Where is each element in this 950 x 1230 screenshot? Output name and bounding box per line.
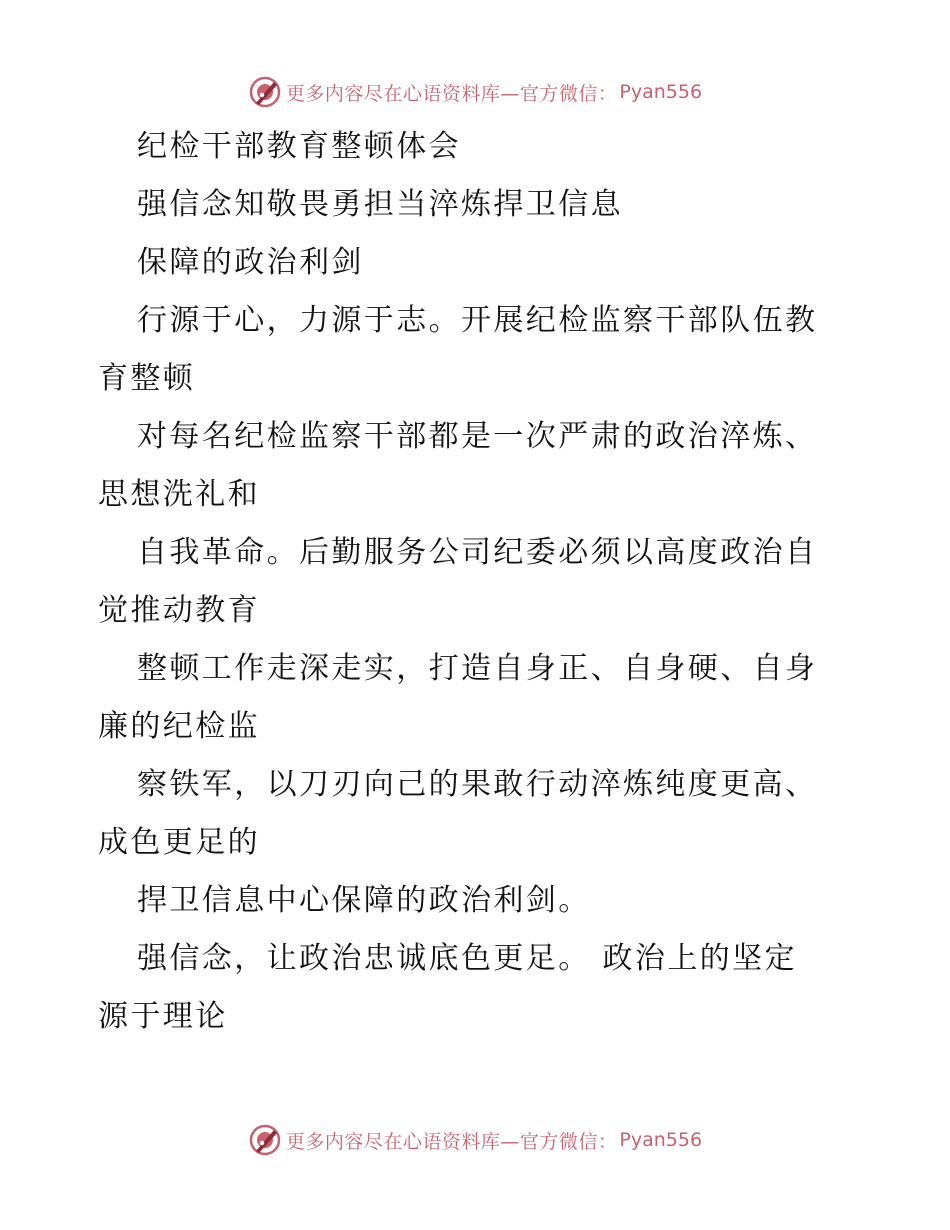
pen-logo-icon [248, 75, 282, 109]
doc-subtitle-line-1: 强信念知敬畏勇担当淬炼捍卫信息 [137, 187, 623, 222]
document-body [98, 118, 858, 1046]
paragraph-line: 源于理论 [98, 999, 228, 1034]
banner-text: 更多内容尽在心语资料库—官方微信： [285, 82, 618, 105]
banner-wechat-id: Pyan556 [619, 81, 703, 103]
paragraph-line: 对每名纪检监察干部都是一次严肃的政治淬炼、 [137, 419, 818, 454]
header-banner [0, 72, 950, 112]
paragraph-line: 觉推动教育 [98, 593, 260, 628]
paragraph-line: 育整顿 [98, 361, 196, 396]
doc-title: 纪检干部教育整顿体会 [137, 129, 461, 164]
footer-banner [0, 1120, 950, 1160]
paragraph-line: 捍卫信息中心保障的政治利剑。 [137, 883, 591, 918]
banner-wechat-id: Pyan556 [619, 1129, 703, 1151]
paragraph-line: 廉的纪检监 [98, 709, 260, 744]
doc-subtitle-line-2: 保障的政治利剑 [137, 245, 364, 280]
paragraph-line: 察铁军，以刀刃向己的果敢行动淬炼纯度更高、 [137, 767, 818, 802]
paragraph-line: 行源于心，力源于志。开展纪检监察干部队伍教 [137, 303, 818, 338]
paragraph-line: 整顿工作走深走实，打造自身正、自身硬、自身 [137, 651, 818, 686]
paragraph-line: 思想洗礼和 [98, 477, 260, 512]
pen-logo-icon [248, 1123, 282, 1157]
banner-text: 更多内容尽在心语资料库—官方微信： [285, 1130, 618, 1153]
paragraph-line: 自我革命。后勤服务公司纪委必须以高度政治自 [137, 535, 818, 570]
paragraph-line: 强信念，让政治忠诚底色更足。 政治上的坚定 [137, 941, 797, 976]
paragraph-line: 成色更足的 [98, 825, 260, 860]
